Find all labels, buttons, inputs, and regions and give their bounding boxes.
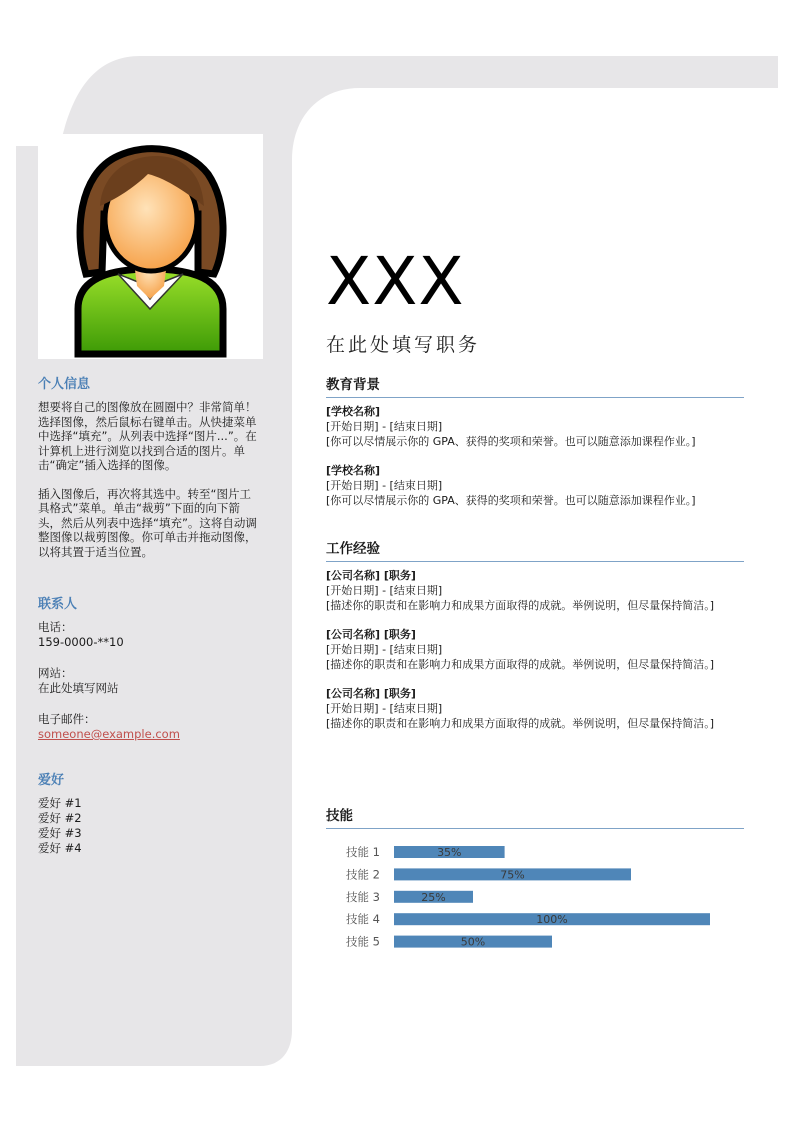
work-entry [326, 568, 744, 613]
website-block [38, 666, 262, 696]
personal-info-heading: 个人信息 [38, 377, 91, 392]
skill-data-label: 25% [421, 890, 446, 904]
education-section [326, 373, 744, 522]
phone-block [38, 620, 262, 650]
education-entry [326, 404, 744, 449]
job-title: 在此处填写职务 [326, 334, 481, 356]
school-name: [学校名称] [326, 464, 381, 477]
skill-data-label: 50% [460, 935, 486, 949]
education-description: [你可以尽情展示你的 GPA、获得的奖项和荣誉。也可以随意添加课程作业。] [326, 494, 696, 507]
education-dates: [开始日期] - [结束日期] [326, 479, 443, 492]
education-dates: [开始日期] - [结束日期] [326, 420, 443, 433]
skill-data-label: 75% [500, 868, 525, 882]
skill-label: 技能 1 [346, 845, 380, 859]
skill-data-label: 100% [536, 913, 568, 927]
personal-info-text [38, 400, 262, 573]
skill-label: 技能 2 [346, 867, 380, 882]
hobbies-heading: 爱好 [38, 773, 65, 788]
email-label: 电子邮件： [38, 712, 96, 726]
contact-heading: 联系人 [38, 597, 78, 612]
work-description: [描述你的职责和在影响力和成果方面取得的成就。举例说明，但尽量保持简洁。] [326, 599, 715, 612]
skill-label: 技能 3 [346, 889, 380, 904]
skill-label: 技能 5 [346, 934, 380, 949]
hobbies-list [38, 796, 262, 856]
work-dates: [开始日期] - [结束日期] [326, 584, 443, 597]
work-title: [公司名称] [职务] [326, 569, 416, 582]
skills-section [326, 804, 744, 835]
resume-name: XXX [326, 243, 465, 320]
skills-heading: 技能 [326, 804, 744, 829]
profile-photo [38, 134, 263, 359]
avatar-icon [38, 134, 263, 359]
work-heading: 工作经验 [326, 537, 744, 562]
work-section [326, 537, 744, 745]
email-block [38, 712, 262, 742]
hobby-item: 爱好 #3 [38, 826, 82, 840]
education-entry [326, 463, 744, 508]
website-value: 在此处填写网站 [38, 681, 119, 695]
work-dates: [开始日期] - [结束日期] [326, 702, 443, 715]
education-description: [你可以尽情展示你的 GPA、获得的奖项和荣誉。也可以随意添加课程作业。] [326, 435, 696, 448]
hobby-item: 爱好 #2 [38, 811, 82, 825]
skill-data-label: 35% [437, 846, 462, 859]
phone-value: 159-0000-**10 [38, 635, 124, 649]
work-description: [描述你的职责和在影响力和成果方面取得的成就。举例说明，但尽量保持简洁。] [326, 717, 715, 730]
education-heading: 教育背景 [326, 373, 744, 398]
work-title: [公司名称] [职务] [326, 628, 416, 641]
work-entry [326, 686, 744, 731]
personal-info-paragraph: 插入图像后，再次将其选中。转至“图片工具格式”菜单。单击“裁剪”下面的向下箭头，然后从列表中选择“填充”。这将自动调整图像以裁剪图像。你可单击并拖动图像，以将其置于适当位置。 [38, 486, 257, 559]
hobby-item: 爱好 #1 [38, 796, 82, 810]
personal-info-paragraph: 想要将自己的图像放在圆圈中？非常简单！选择图像，然后鼠标右键单击。从快捷菜单中选择“填充”。从列表中选择“图片...”。在计算机上进行浏览以找到合适的图片。单击“确定”插入选择的图像。 [38, 400, 257, 472]
skills-chart [326, 838, 744, 958]
hobby-item: 爱好 #4 [38, 841, 82, 855]
email-link[interactable]: someone@example.com [38, 727, 180, 741]
contact-info [38, 620, 262, 758]
phone-label: 电话： [38, 620, 73, 634]
work-description: [描述你的职责和在影响力和成果方面取得的成就。举例说明，但尽量保持简洁。] [326, 658, 715, 671]
work-dates: [开始日期] - [结束日期] [326, 643, 443, 656]
work-entry [326, 627, 744, 672]
website-label: 网站： [38, 666, 73, 680]
work-title: [公司名称] [职务] [326, 687, 416, 700]
skill-label: 技能 4 [346, 912, 380, 927]
school-name: [学校名称] [326, 405, 381, 418]
